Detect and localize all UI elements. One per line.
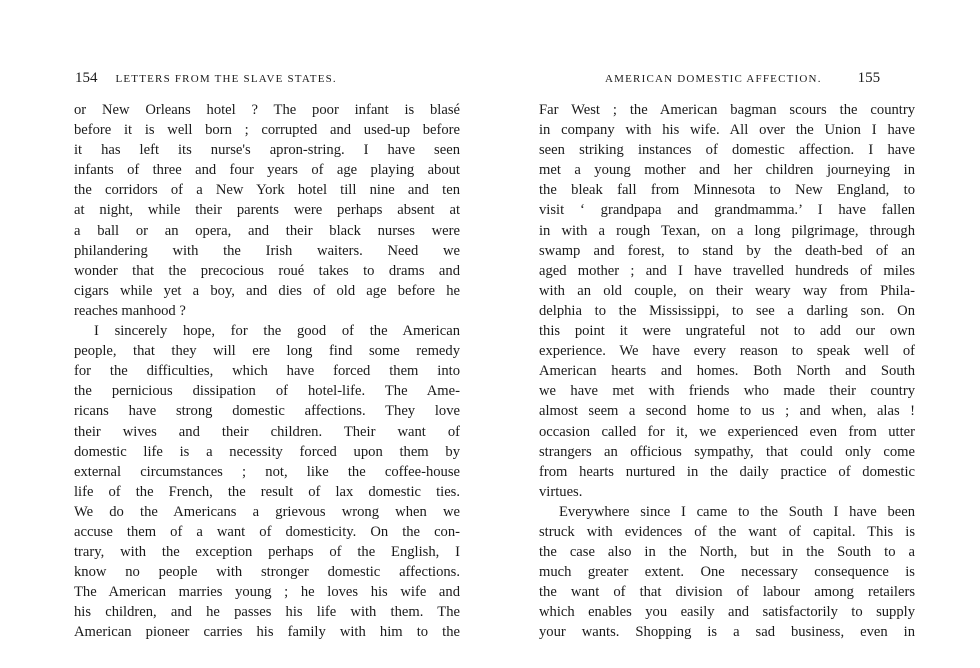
text-line: the case also in the North, but in the South to a	[539, 544, 915, 561]
text-line: swamp and forest, to stand by the death-bed of an	[539, 242, 915, 259]
text-line: seen striking instances of domestic affection. I have	[539, 142, 915, 159]
text-line: external circumstances ; not, like the coffee-house	[74, 463, 460, 480]
text-line: it has left its nurse's apron-string. I have seen	[74, 142, 460, 159]
text-line: American hearts and homes. Both North and South	[539, 363, 915, 380]
text-line: their wives and their children. Their want of	[74, 423, 460, 440]
text-line: which enables you easily and satisfactorily to supply	[539, 604, 915, 621]
text-line: met a young mother and her children journeying in	[539, 162, 915, 179]
text-line: trary, with the exception perhaps of the English, I	[74, 544, 460, 561]
text-line: before it is well born ; corrupted and used-up before	[74, 122, 460, 139]
text-line: struck with evidences of the want of capital. This is	[539, 523, 915, 540]
text-line: your wants. Shopping is a sad business, even in	[539, 624, 915, 641]
text-line: reaches manhood ?	[74, 302, 186, 319]
text-line: experience. We have every reason to speak well of	[539, 343, 915, 360]
text-line: or New Orleans hotel ? The poor infant is blasé	[74, 102, 460, 118]
text-line: a ball or an opera, and their black nurses were	[74, 222, 460, 239]
text-line: in with a rough Texan, on a long pilgrimage, through	[539, 222, 915, 239]
text-line: wonder that the precocious roué takes to drams and	[74, 262, 460, 279]
text-line: philandering with the Irish waiters. Need we	[74, 242, 460, 259]
text-line: the bleak fall from Minnesota to New England, to	[539, 182, 915, 199]
text-line: the want of that division of labour among retailers	[539, 584, 915, 601]
text-line: delphia to the Mississippi, to see a darling son. On	[539, 302, 915, 319]
text-line: The American marries young ; he loves his wife and	[74, 584, 460, 601]
text-line: occasion called for it, we experienced even from utter	[539, 423, 915, 440]
text-line: for the difficulties, which have forced them into	[74, 363, 460, 380]
text-line: I sincerely hope, for the good of the American	[94, 323, 460, 340]
left-body-text	[74, 100, 460, 643]
left-running-head	[75, 70, 460, 90]
text-line: we have met with friends who made their country	[539, 383, 915, 400]
text-line: people, that they will ere long find some remedy	[74, 343, 460, 360]
text-line: domestic life is a necessity forced upon them by	[74, 443, 460, 460]
text-line: virtues.	[539, 483, 583, 500]
text-line: Everywhere since I came to the South I have been	[559, 503, 915, 520]
text-line: much greater extent. One necessary consequence is	[539, 564, 915, 581]
page-number: 155	[857, 70, 881, 86]
page-number: 154	[75, 70, 98, 86]
text-line: We do the Americans a grievous wrong when we	[74, 503, 460, 520]
running-head-title: LETTERS FROM THE SLAVE STATES.	[115, 73, 337, 85]
text-line: accuse them of a want of domesticity. On the con-	[74, 523, 460, 540]
text-line: his children, and he passes his life with them. The	[74, 604, 460, 621]
text-line: with an old couple, on their weary way from Phila-	[539, 282, 915, 299]
text-line: Far West ; the American bagman scours the country	[539, 102, 915, 118]
text-line: strangers an officious sympathy, that could only come	[539, 443, 915, 460]
text-line: in company with his wife. All over the Union I have	[539, 122, 915, 139]
text-line: at night, while their parents were perhaps absent at	[74, 202, 460, 219]
text-line: almost seem a second home to us ; and when, alas !	[539, 403, 915, 420]
text-line: know no people with stronger domestic affections.	[74, 564, 460, 581]
text-line: aged mother ; and I have travelled hundreds of miles	[539, 262, 915, 279]
right-running-head	[605, 70, 915, 90]
text-line: cigars while yet a boy, and dies of old age before he	[74, 282, 460, 299]
text-line: American pioneer carries his family with him to the	[74, 624, 460, 641]
text-line: infants of three and four years of age playing about	[74, 162, 460, 179]
text-line: this point it were ungrateful not to add our own	[539, 323, 915, 340]
text-line: the corridors of a New York hotel till nine and ten	[74, 182, 460, 199]
running-head-title: AMERICAN DOMESTIC AFFECTION.	[605, 73, 822, 85]
right-body-text	[539, 100, 915, 643]
text-line: life of the French, the result of lax domestic ties.	[74, 483, 460, 500]
text-line: from hearts nurtured in the daily practice of domestic	[539, 463, 915, 480]
text-line: visit ‘ grandpapa and grandmamma.’ I have fallen	[539, 202, 915, 219]
text-line: ricans have strong domestic affections. They love	[74, 403, 460, 420]
text-line: the pernicious dissipation of hotel-life. The Ame-	[74, 383, 460, 400]
